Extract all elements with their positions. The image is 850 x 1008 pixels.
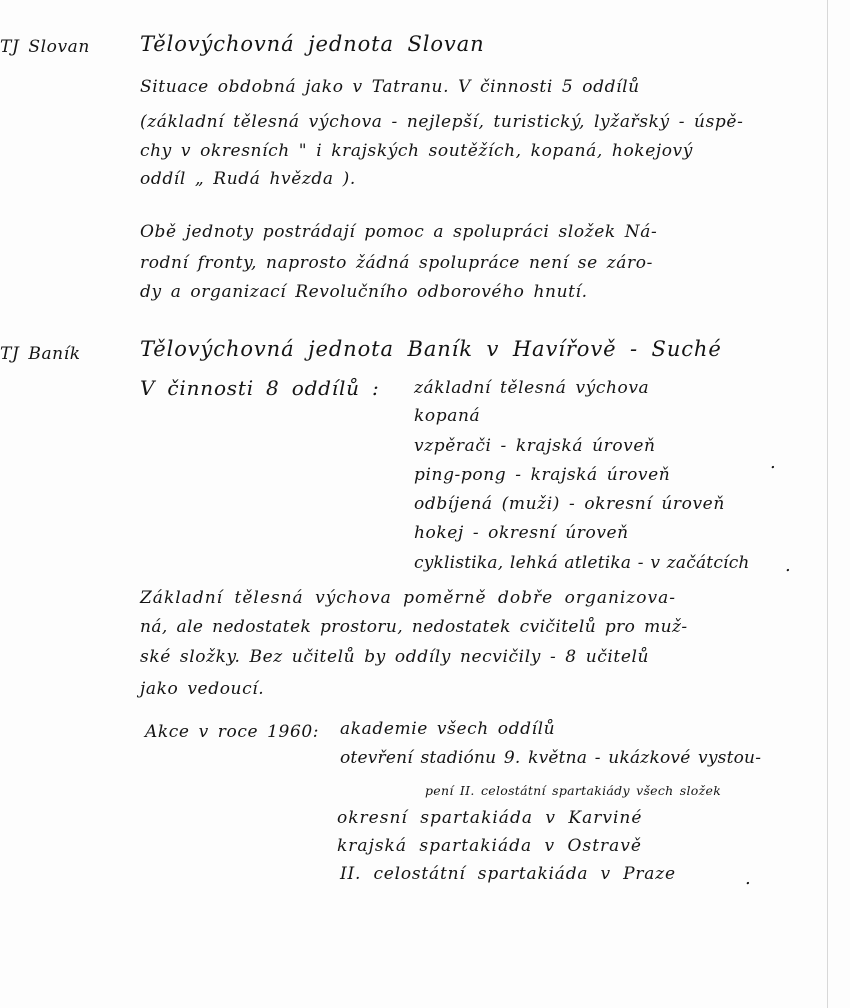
slovan-paragraph-2-line-2: rodní fronty, naprosto žádná spolupráce není se záro- <box>140 253 653 273</box>
event-item: okresní spartakiáda v Karviné <box>337 808 643 828</box>
event-item: otevření stadiónu 9. května - ukázkové vystou- <box>340 748 762 768</box>
banik-paragraph-line-3: ské složky. Bez učitelů by oddíly necvičily - 8 učitelů <box>140 647 650 667</box>
pen-dot-mark: . <box>745 868 751 889</box>
banik-paragraph-line-1: Základní tělesná výchova poměrně dobře organizova- <box>140 588 677 608</box>
margin-label-slovan: TJ Slovan <box>0 37 90 57</box>
division-item: cyklistika, lehká atletika - v začátcích <box>414 553 750 573</box>
banik-paragraph-line-4: jako vedoucí. <box>140 679 265 699</box>
page-edge-line <box>827 0 828 1008</box>
event-item: II. celostátní spartakiáda v Praze <box>340 864 676 884</box>
division-item: vzpěrači - krajská úroveň <box>414 436 656 456</box>
banik-activity-lead: V činnosti 8 oddílů : <box>140 376 380 400</box>
heading-slovan: Tělovýchovná jednota Slovan <box>140 32 485 56</box>
event-item: akademie všech oddílů <box>340 719 556 739</box>
event-item: krajská spartakiáda v Ostravě <box>337 836 642 856</box>
events-lead: Akce v roce 1960: <box>145 722 320 742</box>
slovan-paragraph-2-line-1: Obě jednoty postrádají pomoc a spolupráci složek Ná- <box>140 222 658 242</box>
event-item-continuation: pení II. celostátní spartakiády všech složek <box>425 783 722 798</box>
division-item: odbíjená (muži) - okresní úroveň <box>414 494 725 514</box>
pen-dot-mark: . <box>770 452 776 473</box>
heading-banik: Tělovýchovná jednota Baník v Havířově - Suché <box>140 337 722 361</box>
margin-label-banik: TJ Baník <box>0 344 81 364</box>
banik-paragraph-line-2: ná, ale nedostatek prostoru, nedostatek cvičitelů pro muž- <box>140 617 688 637</box>
slovan-paragraph-2-line-3: dy a organizací Revolučního odborového hnutí. <box>140 282 588 302</box>
slovan-paragraph-1-line-2: (základní tělesná výchova - nejlepší, turistický, lyžařský - úspě- <box>140 112 744 132</box>
division-item: hokej - okresní úroveň <box>414 523 629 543</box>
division-item: ping-pong - krajská úroveň <box>414 465 671 485</box>
division-item: základní tělesná výchova <box>414 378 650 398</box>
division-item: kopaná <box>414 406 481 426</box>
slovan-paragraph-1-line-4: oddíl „ Rudá hvězda ). <box>140 169 356 189</box>
slovan-paragraph-1-line-1: Situace obdobná jako v Tatranu. V činnosti 5 oddílů <box>140 77 640 97</box>
slovan-paragraph-1-line-3: chy v okresních " i krajských soutěžích, kopaná, hokejový <box>140 141 693 161</box>
pen-dot-mark: . <box>785 555 791 576</box>
